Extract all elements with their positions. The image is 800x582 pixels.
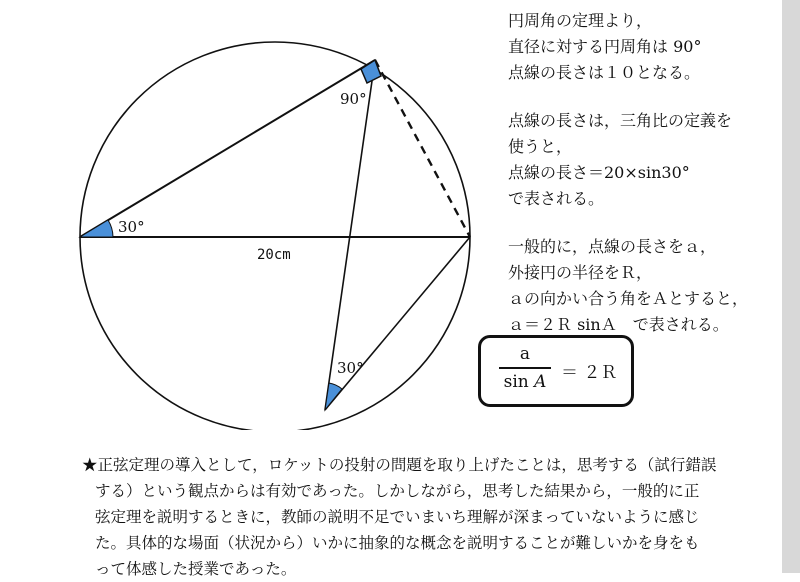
explanation-line: ａ＝２Ｒ sinＡ で表される。	[508, 315, 729, 334]
diameter-label: 20cm	[257, 247, 291, 263]
explanation-line: で表される。	[508, 189, 605, 208]
explanation-line: 一般的に，点線の長さをａ，	[508, 237, 717, 256]
note-line: する）という観点からは有効であった。しかしながら，思考した結果から，一般的に正	[95, 482, 700, 500]
formula-fraction	[499, 344, 551, 393]
explanation-line: ａの向かい合う角をＡとすると，	[508, 289, 749, 308]
note-line: ★正弦定理の導入として，ロケットの投射の問題を取り上げたことは，思考する（試行錯誤	[82, 456, 717, 474]
explanation-text	[508, 8, 778, 338]
formula-numerator: a	[519, 344, 531, 364]
angle-label-30-bottom: 30°	[337, 359, 364, 377]
explanation-line: 直径に対する円周角は 90°	[508, 37, 702, 56]
chord-top-bottom	[325, 60, 375, 410]
formula-rhs: ＝ ２Ｒ	[561, 363, 618, 383]
sine-law-formula-box	[478, 335, 634, 407]
explanation-line: 外接円の半径をＲ，	[508, 263, 653, 282]
angle-wedge-left	[80, 220, 113, 237]
circle-figure	[0, 0, 500, 430]
explanation-line: 点線の長さは，三角比の定義を	[508, 111, 733, 130]
explanation-line: 円周角の定理より，	[508, 11, 653, 30]
denominator-variable: A	[534, 372, 547, 392]
angle-label-30-left: 30°	[118, 218, 145, 236]
note-line: って体感した授業であった。	[95, 560, 297, 578]
fraction-bar	[499, 367, 551, 369]
note-line: た。具体的な場面（状況から）いかに抽象的な概念を説明することが難しいかを身をも	[95, 534, 700, 552]
note-line: 弦定理を説明するときに，教師の説明不足でいまいち理解が深まっていないように感じ	[95, 508, 700, 526]
denominator-sin: sin	[503, 372, 535, 392]
dashed-chord	[375, 60, 470, 237]
angle-label-90: 90°	[340, 90, 367, 108]
chord-left-top	[80, 60, 375, 237]
page-edge	[782, 0, 800, 573]
explanation-line: 使うと，	[508, 137, 573, 156]
formula-denominator	[499, 371, 551, 393]
explanation-line: 点線の長さ＝20×sin30°	[508, 163, 690, 182]
reflection-note	[82, 452, 752, 582]
explanation-line: 点線の長さは１０となる。	[508, 63, 701, 82]
